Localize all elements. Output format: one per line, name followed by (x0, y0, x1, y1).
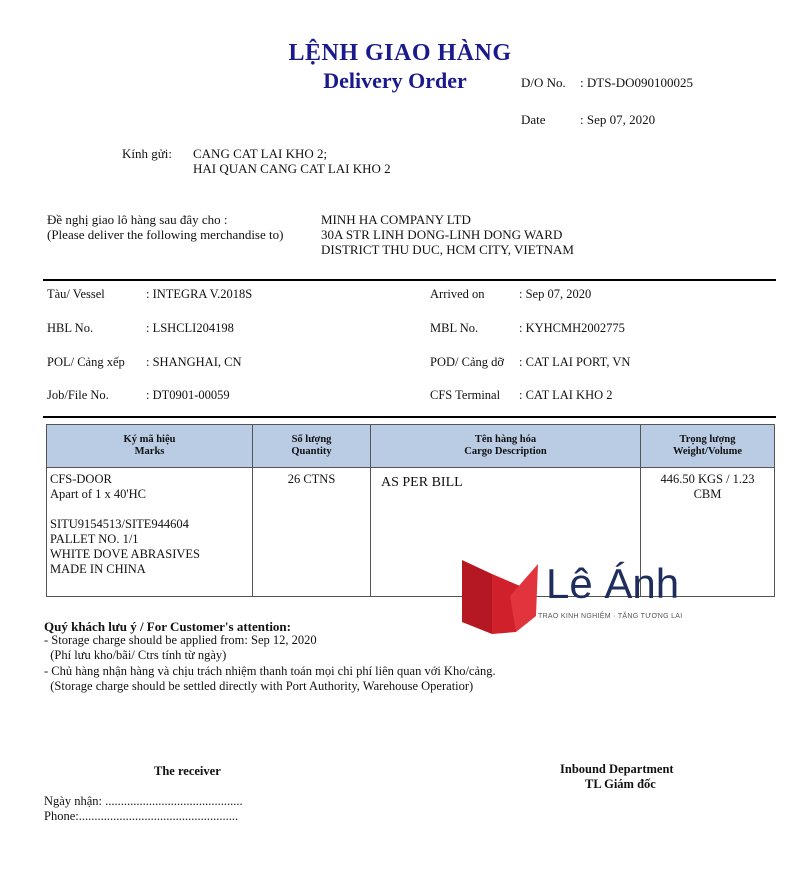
notes-title: Quý khách lưu ý / For Customer's attention: (44, 619, 291, 634)
notes-line-2: (Phí lưu kho/bãi/ Ctrs tính từ ngày) (44, 648, 227, 662)
receive-date-line: Ngày nhận: ............................................ (44, 794, 243, 808)
phone-line: Phone:................................................... (44, 809, 239, 823)
cell-weight: 446.50 KGS / 1.23 CBM (641, 468, 775, 597)
deliver-label-en: (Please deliver the following merchandise to) (47, 227, 284, 242)
pol-label: POL/ Cảng xếp (47, 355, 125, 369)
vessel-label: Tàu/ Vessel (47, 287, 105, 301)
notes-line-1: - Storage charge should be applied from: Sep 12, 2020 (44, 633, 317, 647)
divider-bottom (43, 416, 776, 418)
consignee-address-2: DISTRICT THU DUC, HCM CITY, VIETNAM (321, 242, 574, 257)
signatory-label: TL Giám đốc (585, 777, 656, 791)
deliver-label-vn: Đề nghị giao lô hàng sau đây cho : (47, 212, 228, 227)
recipient-line-1: CANG CAT LAI KHO 2; (193, 146, 328, 161)
cell-description: AS PER BILL (371, 468, 641, 597)
logo-tagline: TRAO KINH NGHIỆM · TẶNG TƯƠNG LAI (538, 613, 683, 620)
mbl-value: : KYHCMH2002775 (519, 321, 625, 335)
header-description: Tên hàng hóa Cargo Description (371, 425, 641, 468)
cfs-value: : CAT LAI KHO 2 (519, 388, 613, 402)
do-number-label: D/O No. (521, 75, 566, 90)
job-value: : DT0901-00059 (146, 388, 230, 402)
cell-quantity: 26 CTNS (253, 468, 371, 597)
recipient-line-2: HAI QUAN CANG CAT LAI KHO 2 (193, 161, 391, 176)
cfs-label: CFS Terminal (430, 388, 501, 402)
divider-top (43, 279, 776, 281)
header-quantity: Số lượng Quantity (253, 425, 371, 468)
recipient-label: Kính gửi: (122, 146, 173, 161)
notes-line-4: (Storage charge should be settled directly with Port Authority, Warehouse Operatior) (44, 679, 474, 693)
notes-line-3: - Chủ hàng nhận hàng và chịu trách nhiệm thanh toán mọi chi phí liên quan với Kho/cảng. (44, 664, 496, 678)
arrived-value: : Sep 07, 2020 (519, 287, 592, 301)
do-number-value: : DTS-DO090100025 (580, 75, 694, 90)
pol-value: : SHANGHAI, CN (146, 355, 242, 369)
mbl-label: MBL No. (430, 321, 479, 335)
header-marks: Ký mã hiệu Marks (47, 425, 253, 468)
pod-value: : CAT LAI PORT, VN (519, 355, 631, 369)
logo-brand-text: Lê Ánh (546, 560, 680, 607)
hbl-label: HBL No. (47, 321, 94, 335)
document-title-vn: LỆNH GIAO HÀNG (288, 40, 512, 66)
pod-label: POD/ Cảng dỡ (430, 355, 504, 369)
hbl-value: : LSHCLI204198 (146, 321, 234, 335)
company-logo (458, 556, 708, 636)
job-label: Job/File No. (47, 388, 109, 402)
date-label: Date (521, 112, 546, 127)
department-label: Inbound Department (560, 762, 674, 776)
consignee-address-1: 30A STR LINH DONG-LINH DONG WARD (321, 227, 563, 242)
cell-marks: CFS-DOOR Apart of 1 x 40'HC SITU9154513/SITE944604 PALLET NO. 1/1 WHITE DOVE ABRASIVES MADE IN CHINA (47, 468, 253, 597)
document-title-en: Delivery Order (323, 68, 467, 93)
logo-mark-icon (458, 556, 548, 636)
receiver-label: The receiver (154, 764, 221, 778)
header-weight: Trọng lượng Weight/Volume (641, 425, 775, 468)
date-value: : Sep 07, 2020 (580, 112, 656, 127)
cargo-table-header (47, 425, 775, 468)
consignee-name: MINH HA COMPANY LTD (321, 212, 471, 227)
vessel-value: : INTEGRA V.2018S (146, 287, 253, 301)
arrived-label: Arrived on (430, 287, 485, 301)
